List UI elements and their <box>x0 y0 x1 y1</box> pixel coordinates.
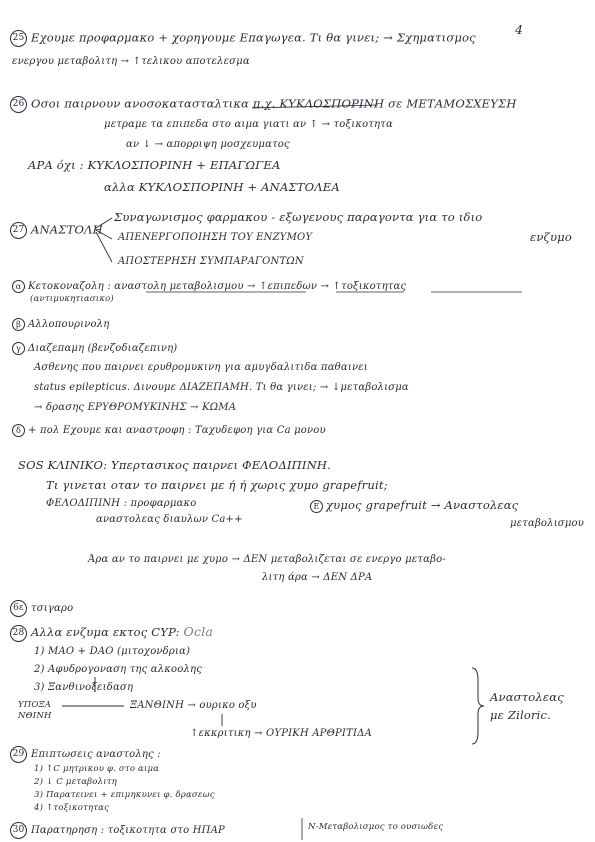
sos-line-3b: αναστολεας διαυλων Ca++ <box>96 514 243 525</box>
item-d-line <box>12 424 326 437</box>
section-28-left-label-1: ΥΠΟΞΑ <box>18 700 52 710</box>
section-26-text-1: Οσοι παιρνουν ανοσοκατασταλτικα π.χ. ΚΥΚΛΟΣΠΟΡΙΝΗ σε ΜΕΤΑΜΟΣΧΕΥΣΗ <box>31 96 517 111</box>
section-26-text-5: αλλα ΚΥΚΛΟΣΠΟΡΙΝΗ + ΑΝΑΣΤΟΛΕΑ <box>104 180 340 194</box>
section-26-text-4: ΑΡΑ όχι : ΚΥΚΛΟΣΠΟΡΙΝΗ + ΕΠΑΓΩΓΕΑ <box>28 158 281 172</box>
section-28-right-1: Αναστολεας <box>490 690 564 704</box>
sos-line-4b: μεταβολισμου <box>510 518 585 529</box>
section-30-right: Ν-Μεταβολισμος το ουσιωδες <box>308 822 444 832</box>
section-30-text: Παρατηρηση : τοξικοτητα στο ΗΠΑΡ <box>31 825 225 836</box>
sos-line-4a-wrap <box>310 498 518 513</box>
item-a-letter: α <box>12 280 25 293</box>
section-27-branch-3: ΑΠΟΣΤΕΡΗΣΗ ΣΥΜΠΑΡΑΓΟΝΤΩΝ <box>118 256 304 267</box>
section-26-text-2: μετραμε τα επιπεδα στο αιμα γιατι αν ↑ → τοξικοτητα <box>104 119 393 130</box>
section-26-number: 26 <box>10 96 27 113</box>
section-28-line-1: 1) ΜΑΟ + DAO (μιτοχονδρια) <box>34 646 191 657</box>
section-28-chain-2: ↑εκκριτικη → ΟΥΡΙΚΗ ΑΡΘΡΙΤΙΔΑ <box>190 728 372 739</box>
item-a-line <box>12 280 406 293</box>
section-25-text-2: ενεργου μεταβολιτη → ↑τελικου αποτελεσμα <box>12 56 250 67</box>
section-27-line-title <box>10 222 103 239</box>
section-28-number: 28 <box>10 625 27 642</box>
item-g-line <box>12 342 177 355</box>
section-28-title: Αλλα ενζυμα εκτος CYP: <box>31 625 180 639</box>
sos-line-6: λιτη άρα → ΔΕΝ ΔΡΑ <box>262 572 373 583</box>
section-25-number: 25 <box>10 30 27 47</box>
item-g-line-3: → δρασης ΕΡΥΘΡΟΜΥΚΙΝΗΣ → ΚΩΜΑ <box>34 402 237 413</box>
section-cigarette-line <box>10 600 73 617</box>
sos-line-2: Τι γινεται οταν το παιρνει με ή ή χωρις χυμο grapefruit; <box>46 478 388 492</box>
sos-line-4a: χυμος grapefruit → Αναστολεας <box>326 498 519 512</box>
item-d-text: + πολ Εχουμε και αναστροφη : Ταχυδεφοη για Ca μονου <box>28 425 326 436</box>
section-28-line-3: 3) Ξανθινοξειδαση <box>34 682 134 693</box>
section-29-title: Επιπτωσεις αναστολης : <box>31 749 161 760</box>
sos-line-5: Άρα αν το παιρνει με χυμο → ΔΕΝ μεταβολιζεται σε ενεργο μεταβο- <box>88 554 446 565</box>
section-27-branch-1-cont: ενζυμο <box>530 230 572 244</box>
item-d-letter: δ <box>12 424 25 437</box>
section-25-text-1: Εχουμε προφαρμακο + χορηγουμε Επαγωγεα. Τι θα γινει; → Σχηματισμος <box>31 30 476 45</box>
section-25-line-1 <box>10 30 476 47</box>
section-26-line-1 <box>10 96 517 113</box>
sos-line-3a: ΦΕΛΟΔΙΠΙΝΗ : προφαρμακο <box>46 498 197 509</box>
section-28-right-2: με Ziloric. <box>490 708 552 722</box>
item-a-sub: (αντιμυκητιασικο) <box>30 294 114 304</box>
section-30-line <box>10 822 225 839</box>
section-26-text-3: αν ↓ → απορριψη μοσχευματος <box>126 139 290 150</box>
section-29-line-4: 4) ↑τοξικοτητας <box>34 803 110 813</box>
item-g-letter: γ <box>12 342 25 355</box>
item-g-line-1: Ασθενης που παιρνει ερυθρομυκινη για αμυγδαλιτιδα παθαινει <box>34 362 368 373</box>
item-b-line <box>12 318 109 331</box>
section-29-line-title <box>10 746 161 763</box>
section-30-number: 30 <box>10 822 27 839</box>
section-29-line-3: 3) Παρατεινει + επιμηκυνει φ. δρασεως <box>34 790 215 800</box>
sos-e-letter: E <box>310 500 323 513</box>
section-27-number: 27 <box>10 222 27 239</box>
section-27-branch-2: ΑΠΕΝΕΡΓΟΠΟΙΗΣΗ ΤΟΥ ΕΝΖΥΜΟΥ <box>118 232 313 243</box>
section-28-title-gray: Ocla <box>183 624 214 639</box>
item-g-line-2: status epilepticus. Δινουμε ΔΙΑΖΕΠΑΜΗ. Τι θα γινει; → ↓μεταβολισμα <box>34 382 409 393</box>
section-cigarette-text: τσιγαρο <box>31 603 74 614</box>
section-cigarette-number: 6ε <box>10 600 27 617</box>
section-28-chain-1: ΞΑΝΘΙΝΗ → ουρικο οξυ <box>130 700 257 711</box>
item-b-text: Αλλοπουρινολη <box>28 319 110 330</box>
section-28-line-2: 2) Αφυδρογοναση της αλκοολης <box>34 664 203 675</box>
sos-line-1: SOS ΚΛΙΝΙΚΟ: Υπερτασικος παιρνει ΦΕΛΟΔΙΠΙΝΗ. <box>18 458 332 472</box>
section-27-title: ΑΝΑΣΤΟΛΗ <box>31 222 103 237</box>
section-29-line-1: 1) ↑C μητρικου φ. στο αιμα <box>34 764 160 774</box>
item-g-text: Διαζεπαμη (βενζοδιαζεπινη) <box>28 343 178 354</box>
page-number: 4 <box>515 22 524 37</box>
section-29-number: 29 <box>10 746 27 763</box>
section-28-left-label-2: ΝΘΙΝΗ <box>18 711 52 721</box>
item-b-letter: β <box>12 318 25 331</box>
section-29-line-2: 2) ↓ C μεταβολιτη <box>34 777 117 787</box>
item-a-text: Κετοκοναζολη : αναστολη μεταβολισμου → ↑επιπεδων → ↑τοξικοτητας <box>28 281 407 292</box>
section-27-branch-1: Συναγωνισμος φαρμακου - εξωγενους παραγοντα για το ιδιο <box>114 210 483 224</box>
section-28-line-title <box>10 624 213 642</box>
